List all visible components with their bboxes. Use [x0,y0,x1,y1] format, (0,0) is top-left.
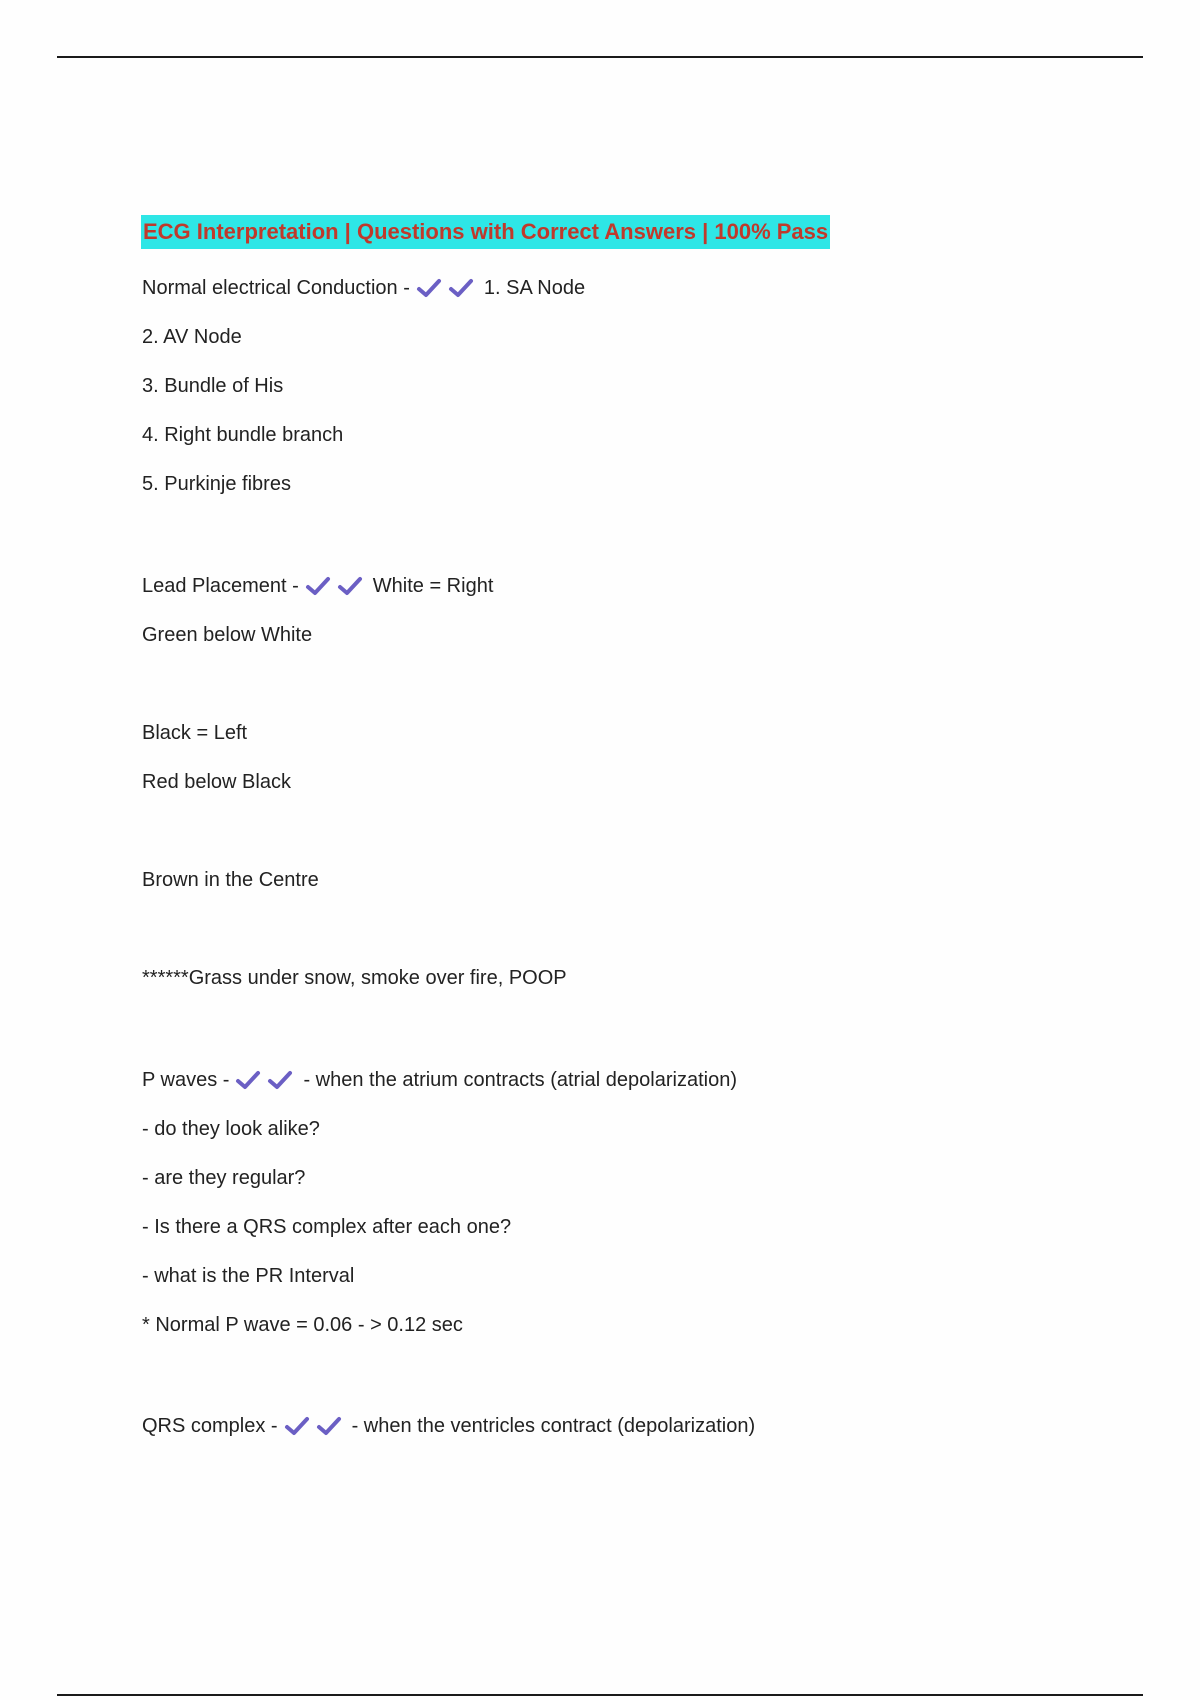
question-text: QRS complex - [142,1415,278,1437]
footer-rule [57,1694,1143,1696]
question-text: Lead Placement - [142,575,299,597]
double-check-icon [284,1415,348,1437]
qa-conduction [142,275,585,301]
answer-text: - when the atrium contracts (atrial depolarization) [303,1069,737,1091]
list-item: 2. AV Node [142,326,242,348]
list-item: - do they look alike? [142,1118,320,1140]
list-item: * Normal P wave = 0.06 - > 0.12 sec [142,1314,463,1336]
document-title: ECG Interpretation | Questions with Correct Answers | 100% Pass [141,215,830,249]
qa-qrs-complex [142,1413,755,1439]
list-item: Red below Black [142,771,291,793]
list-item: Green below White [142,624,313,646]
list-item: Brown in the Centre [142,869,319,891]
double-check-icon [235,1069,299,1091]
qa-p-waves [142,1067,737,1093]
list-item: 3. Bundle of His [142,375,284,397]
answer-text: - when the ventricles contract (depolarization) [351,1415,756,1437]
list-item: 4. Right bundle branch [142,424,344,446]
list-item: - what is the PR Interval [142,1265,355,1287]
header-rule [57,56,1143,58]
double-check-icon [416,277,480,299]
list-item: - are they regular? [142,1167,306,1189]
answer-text: 1. SA Node [483,277,586,299]
list-item: 5. Purkinje fibres [142,473,291,495]
list-item: - Is there a QRS complex after each one? [142,1216,512,1238]
double-check-icon [305,575,369,597]
list-item: Black = Left [142,722,248,744]
qa-lead-placement [142,573,493,599]
question-text: Normal electrical Conduction - [142,277,410,299]
list-item: ******Grass under snow, smoke over fire, POOP [142,967,567,989]
question-text: P waves - [142,1069,230,1091]
answer-text: White = Right [372,575,494,597]
